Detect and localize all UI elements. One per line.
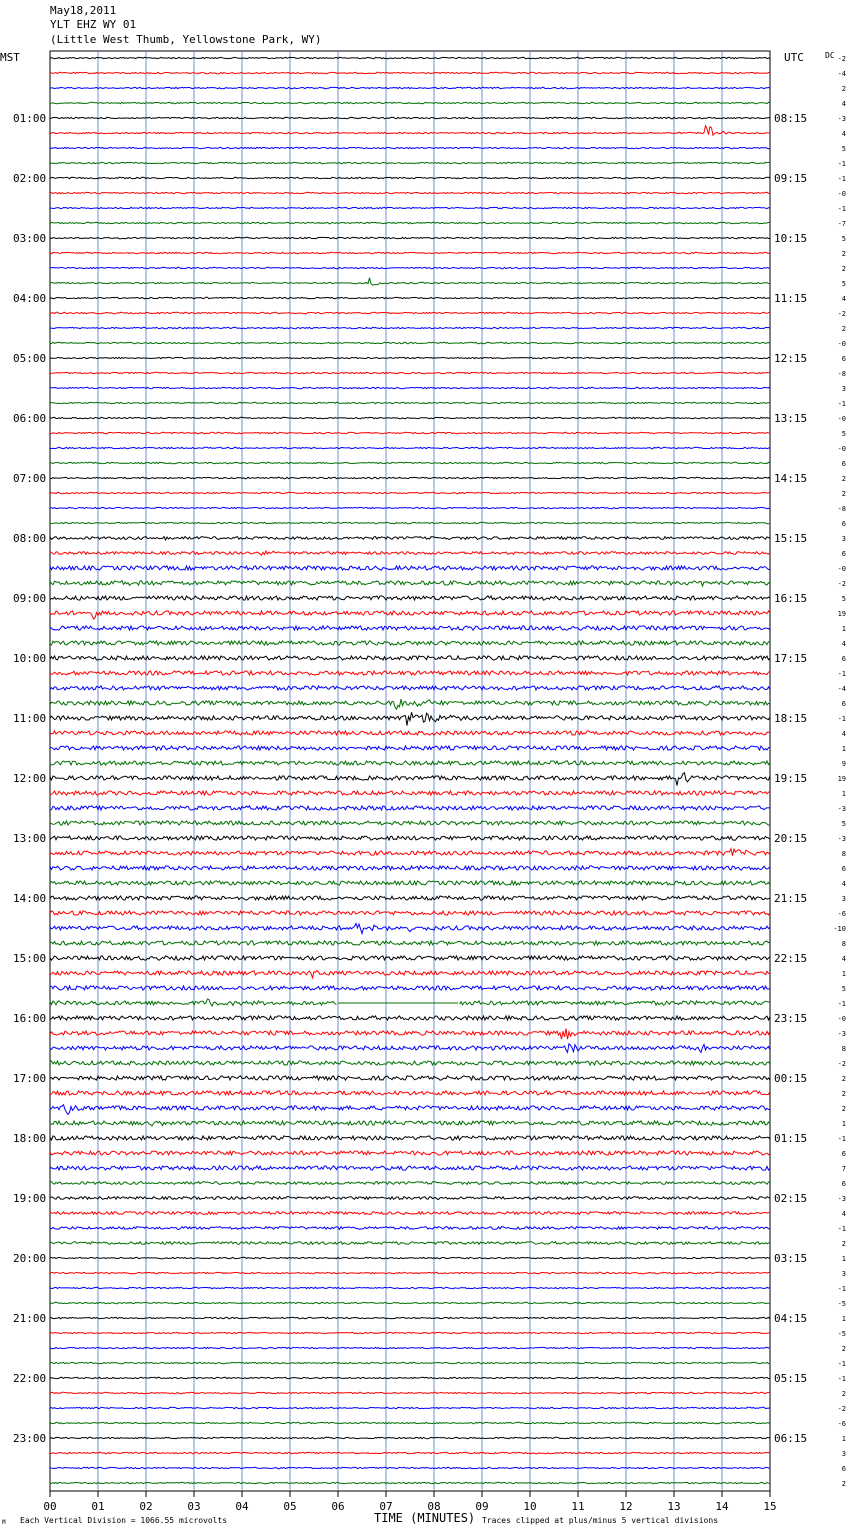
mst-label: MST [0, 51, 20, 64]
seismic-trace [50, 1016, 770, 1020]
seismic-trace [50, 102, 770, 103]
mst-hour-label: 23:00 [13, 1432, 47, 1445]
seismic-trace [50, 1317, 770, 1318]
seismic-trace [50, 806, 770, 810]
dc-offset-label: 4 [841, 640, 846, 648]
seismic-trace [50, 477, 770, 478]
seismic-trace [50, 417, 770, 418]
seismic-trace [50, 712, 770, 725]
dc-offset-label: -2 [837, 310, 846, 318]
dc-offset-label: 5 [841, 145, 846, 153]
seismic-trace [50, 117, 770, 118]
dc-offset-label: 6 [841, 1180, 846, 1188]
dc-offset-label: -10 [833, 925, 846, 933]
utc-hour-label: 00:15 [774, 1072, 808, 1085]
seismic-trace [50, 881, 770, 885]
dc-offset-label: 6 [841, 655, 846, 663]
dc-offset-label: -7 [837, 220, 846, 228]
mst-hour-label: 18:00 [13, 1132, 47, 1145]
seismic-trace [50, 596, 770, 600]
mst-hour-label: 01:00 [13, 112, 47, 125]
seismic-trace [50, 147, 770, 148]
utc-hour-label: 20:15 [774, 832, 808, 845]
seismic-trace [50, 911, 770, 915]
dc-offset-label: 2 [841, 250, 846, 258]
seismic-trace [50, 941, 770, 945]
seismic-trace [50, 447, 770, 448]
x-tick-label: 09 [475, 1500, 489, 1513]
seismic-trace [50, 773, 770, 786]
dc-offset-label: 3 [841, 385, 846, 393]
dc-offset-label: 3 [841, 1270, 846, 1278]
seismic-trace [50, 1151, 770, 1155]
seismic-trace [50, 1044, 770, 1053]
dc-offset-label: -0 [837, 1015, 846, 1023]
x-tick-label: 01 [91, 1500, 105, 1513]
seismic-trace [50, 1242, 770, 1245]
seismic-trace [50, 1422, 770, 1423]
station-location: (Little West Thumb, Yellowstone Park, WY) [50, 33, 322, 46]
utc-hour-label: 19:15 [774, 772, 808, 785]
dc-offset-label: 3 [841, 535, 846, 543]
x-tick-label: 00 [43, 1500, 57, 1513]
seismic-trace [50, 387, 770, 388]
utc-hour-label: 03:15 [774, 1252, 808, 1265]
dc-offset-label: -0 [837, 565, 846, 573]
dc-offset-label: 6 [841, 520, 846, 528]
plot-frame [50, 51, 770, 1491]
seismic-trace [50, 432, 770, 433]
seismic-trace [50, 581, 770, 587]
seismic-trace [50, 1407, 770, 1408]
dc-offset-label: -1 [837, 1360, 846, 1368]
dc-offset-label: -1 [837, 1225, 846, 1233]
mst-hour-label: 05:00 [13, 352, 47, 365]
x-tick-label: 05 [283, 1500, 297, 1513]
dc-offset-label: 8 [841, 850, 846, 858]
dc-offset-label: -3 [837, 805, 846, 813]
dc-offset-label: 5 [841, 280, 846, 288]
dc-offset-label: -8 [837, 505, 846, 513]
seismic-trace [50, 72, 770, 73]
utc-hour-label: 14:15 [774, 472, 808, 485]
dc-offset-label: 2 [841, 1090, 846, 1098]
x-tick-label: 06 [331, 1500, 345, 1513]
dc-offset-label: -4 [837, 70, 846, 78]
dc-offset-label: -6 [837, 910, 846, 918]
utc-hour-label: 09:15 [774, 172, 808, 185]
seismic-trace [50, 297, 770, 298]
mst-hour-label: 21:00 [13, 1312, 47, 1325]
dc-offset-label: 8 [841, 1045, 846, 1053]
dc-offset-label: 5 [841, 430, 846, 438]
seismic-trace [50, 1437, 770, 1438]
x-tick-label: 08 [427, 1500, 441, 1513]
mst-hour-label: 16:00 [13, 1012, 47, 1025]
dc-offset-label: -8 [837, 370, 846, 378]
dc-offset-label: 1 [841, 745, 846, 753]
seismic-trace [50, 656, 770, 660]
seismic-trace [50, 551, 770, 555]
utc-hour-label: 06:15 [774, 1432, 808, 1445]
x-tick-label: 03 [187, 1500, 201, 1513]
mst-hour-label: 14:00 [13, 892, 47, 905]
dc-offset-label: 8 [841, 940, 846, 948]
dc-offset-label: 2 [841, 490, 846, 498]
seismic-trace [50, 537, 770, 540]
seismic-trace [50, 372, 770, 373]
traces [50, 57, 770, 1483]
dc-offset-label: -2 [837, 580, 846, 588]
seismic-trace [50, 611, 770, 619]
dc-offset-label: -0 [837, 190, 846, 198]
dc-offset-label: 2 [841, 325, 846, 333]
dc-offset-label: -6 [837, 1420, 846, 1428]
dc-offset-label: -0 [837, 415, 846, 423]
x-tick-label: 13 [667, 1500, 681, 1513]
seismic-trace [50, 1452, 770, 1453]
seismic-trace [50, 1136, 770, 1140]
utc-hour-label: 13:15 [774, 412, 808, 425]
dc-offset-label: 1 [841, 1120, 846, 1128]
dc-offset-label: -1 [837, 175, 846, 183]
dc-offset-label: 2 [841, 265, 846, 273]
mst-hour-label: 09:00 [13, 592, 47, 605]
dc-offset-label: 4 [841, 880, 846, 888]
seismic-trace [50, 1287, 770, 1288]
utc-label: UTC [784, 51, 804, 64]
mst-hour-label: 07:00 [13, 472, 47, 485]
seismic-trace [50, 849, 770, 856]
seismic-trace [50, 342, 770, 343]
utc-hour-label: 22:15 [774, 952, 808, 965]
dc-offset-label: 1 [841, 1315, 846, 1323]
seismic-trace [50, 462, 770, 463]
dc-offset-label: -4 [837, 685, 846, 693]
utc-hour-labels [774, 112, 807, 1445]
time-grid [98, 51, 722, 1491]
dc-offset-label: 2 [841, 1390, 846, 1398]
seismic-trace [50, 866, 770, 870]
seismic-trace [50, 731, 770, 735]
mst-hour-labels [13, 112, 46, 1445]
dc-offset-label: 6 [841, 1150, 846, 1158]
seismic-trace [50, 671, 770, 675]
seismic-trace [50, 1105, 770, 1115]
mst-hour-label: 19:00 [13, 1192, 47, 1205]
seismic-trace [50, 971, 770, 978]
mst-hour-label: 12:00 [13, 772, 47, 785]
dc-offset-label: 9 [841, 760, 846, 768]
seismic-trace [50, 1272, 770, 1273]
dc-offset-label: -1 [837, 715, 846, 723]
x-tick-label: 04 [235, 1500, 249, 1513]
dc-offset-label: 19 [837, 775, 846, 783]
mst-hour-label: 22:00 [13, 1372, 47, 1385]
mst-hour-label: 02:00 [13, 172, 47, 185]
dc-offset-label: -5 [837, 1300, 846, 1308]
seismic-trace [50, 57, 770, 58]
dc-offset-label: 2 [841, 1105, 846, 1113]
dc-offset-label: 7 [841, 1165, 846, 1173]
seismic-trace [50, 1182, 770, 1185]
dc-offset-label: -0 [837, 445, 846, 453]
dc-offset-label: -0 [837, 340, 846, 348]
seismic-trace [50, 1061, 770, 1065]
dc-offset-label: 4 [841, 1210, 846, 1218]
dc-offset-label: -2 [837, 1060, 846, 1068]
seismic-trace [50, 192, 770, 193]
seismic-trace [50, 1347, 770, 1348]
dc-offset-label: 6 [841, 865, 846, 873]
seismic-trace [50, 522, 770, 523]
dc-offset-label: 5 [841, 235, 846, 243]
dc-offset-label: 1 [841, 970, 846, 978]
utc-hour-label: 05:15 [774, 1372, 808, 1385]
seismic-trace [50, 1467, 770, 1468]
seismic-trace [50, 1482, 770, 1483]
dc-offset-label: -3 [837, 835, 846, 843]
utc-hour-label: 01:15 [774, 1132, 808, 1145]
mst-hour-label: 15:00 [13, 952, 47, 965]
x-tick-label: 02 [139, 1500, 153, 1513]
dc-offset-label: -1 [837, 1375, 846, 1383]
seismic-trace [50, 1332, 770, 1333]
dc-offset-label: 4 [841, 295, 846, 303]
dc-offset-label: 6 [841, 550, 846, 558]
dc-offset-label: 4 [841, 100, 846, 108]
seismic-trace [50, 267, 770, 268]
seismic-trace [50, 252, 770, 253]
dc-offset-label: 3 [841, 1450, 846, 1458]
seismic-trace [50, 1166, 770, 1170]
seismic-trace [50, 207, 770, 208]
seismic-trace [50, 126, 770, 136]
dc-offset-label: 5 [841, 820, 846, 828]
dc-offset-label: 5 [841, 985, 846, 993]
seismic-trace [50, 836, 770, 840]
mst-hour-label: 04:00 [13, 292, 47, 305]
dc-offset-label: 4 [841, 130, 846, 138]
seismic-trace [50, 1091, 770, 1095]
seismic-trace [50, 492, 770, 493]
seismic-trace [50, 986, 770, 990]
mst-hour-label: 13:00 [13, 832, 47, 845]
dc-offset-label: 2 [841, 1075, 846, 1083]
seismic-trace [50, 1029, 770, 1040]
dc-offset-label: 4 [841, 955, 846, 963]
seismic-trace [50, 87, 770, 88]
utc-hour-label: 02:15 [774, 1192, 808, 1205]
utc-hour-label: 16:15 [774, 592, 808, 605]
mst-hour-label: 08:00 [13, 532, 47, 545]
dc-offset-label: 5 [841, 595, 846, 603]
seismic-trace [50, 327, 770, 328]
utc-hour-label: 15:15 [774, 532, 808, 545]
dc-offset-label: 4 [841, 730, 846, 738]
dc-offset-label: -1 [837, 670, 846, 678]
seismic-trace [50, 821, 770, 825]
dc-offset-label: -1 [837, 400, 846, 408]
utc-hour-label: 17:15 [774, 652, 808, 665]
seismic-trace [50, 507, 770, 508]
dc-offset-labels [833, 55, 846, 1488]
dc-offset-label: 1 [841, 1255, 846, 1263]
dc-offset-label: 2 [841, 475, 846, 483]
dc-offset-label: -5 [837, 1330, 846, 1338]
x-tick-label: 10 [523, 1500, 537, 1513]
seismic-trace [50, 237, 770, 238]
x-tick-label: 14 [715, 1500, 729, 1513]
seismic-trace [50, 1377, 770, 1378]
seismic-trace [50, 278, 770, 285]
dc-offset-label: -2 [837, 1405, 846, 1413]
dc-offset-label: 2 [841, 1480, 846, 1488]
seismic-trace [50, 761, 770, 765]
seismic-trace [50, 896, 770, 900]
utc-hour-label: 21:15 [774, 892, 808, 905]
seismic-trace [50, 791, 770, 795]
seismic-trace [50, 923, 770, 933]
seismic-trace [50, 1197, 770, 1200]
dc-offset-label: -1 [837, 160, 846, 168]
dc-offset-label: -3 [837, 1195, 846, 1203]
x-tick-label: 07 [379, 1500, 393, 1513]
utc-hour-label: 08:15 [774, 112, 808, 125]
corner-mark: M [2, 1519, 6, 1526]
scale-note: Each Vertical Division = 1066.55 microvolts [20, 1516, 228, 1525]
mst-hour-label: 17:00 [13, 1072, 47, 1085]
seismic-trace [50, 357, 770, 358]
dc-offset-label: -1 [837, 205, 846, 213]
seismic-trace [50, 1121, 770, 1126]
seismic-trace [50, 222, 770, 223]
mst-hour-label: 11:00 [13, 712, 47, 725]
dc-offset-label: 1 [841, 1435, 846, 1443]
x-tick-label: 12 [619, 1500, 633, 1513]
utc-hour-label: 10:15 [774, 232, 808, 245]
seismic-trace [50, 312, 770, 313]
seismic-trace [50, 177, 770, 178]
dc-offset-label: 6 [841, 700, 846, 708]
dc-offset-label: 3 [841, 895, 846, 903]
seismic-trace [50, 626, 770, 630]
dc-offset-label: -2 [837, 55, 846, 63]
utc-hour-label: 23:15 [774, 1012, 808, 1025]
seismic-trace [50, 162, 770, 163]
dc-offset-label: 6 [841, 460, 846, 468]
seismic-trace [50, 1227, 770, 1230]
mst-hour-label: 10:00 [13, 652, 47, 665]
plot-date: May18,2011 [50, 4, 117, 17]
seismic-trace [50, 1212, 770, 1215]
utc-hour-label: 12:15 [774, 352, 808, 365]
dc-offset-label: -1 [837, 1000, 846, 1008]
clip-note: Traces clipped at plus/minus 5 vertical divisions [482, 1516, 719, 1525]
seismic-trace [50, 746, 770, 750]
dc-offset-label: 1 [841, 790, 846, 798]
dc-offset-label: 19 [837, 610, 846, 618]
utc-hour-label: 04:15 [774, 1312, 808, 1325]
dc-label: DC [825, 51, 835, 60]
seismic-trace [50, 1302, 770, 1303]
seismic-trace [50, 402, 770, 403]
dc-offset-label: 1 [841, 625, 846, 633]
mst-hour-label: 20:00 [13, 1252, 47, 1265]
dc-offset-label: 2 [841, 1240, 846, 1248]
seismic-trace [50, 686, 770, 690]
dc-offset-label: -1 [837, 1135, 846, 1143]
utc-hour-label: 11:15 [774, 292, 808, 305]
dc-offset-label: 6 [841, 355, 846, 363]
utc-hour-label: 18:15 [774, 712, 808, 725]
x-axis-ticks [43, 1491, 776, 1513]
seismic-trace [50, 956, 770, 960]
mst-hour-label: 06:00 [13, 412, 47, 425]
dc-offset-label: 2 [841, 85, 846, 93]
seismic-trace [50, 566, 770, 570]
seismic-trace [50, 641, 770, 645]
seismic-trace [50, 699, 770, 709]
dc-offset-label: -3 [837, 115, 846, 123]
dc-offset-label: -1 [837, 1285, 846, 1293]
dc-offset-label: -3 [837, 1030, 846, 1038]
x-axis-label: TIME (MINUTES) [374, 1511, 476, 1525]
seismic-trace [50, 1362, 770, 1363]
dc-offset-label: 2 [841, 1345, 846, 1353]
seismic-trace [50, 1257, 770, 1258]
mst-hour-label: 03:00 [13, 232, 47, 245]
x-tick-label: 11 [571, 1500, 585, 1513]
x-tick-label: 15 [763, 1500, 777, 1513]
seismic-trace [50, 1392, 770, 1393]
seismic-trace [50, 1076, 770, 1080]
station-code: YLT EHZ WY 01 [50, 18, 137, 31]
dc-offset-label: 6 [841, 1465, 846, 1473]
